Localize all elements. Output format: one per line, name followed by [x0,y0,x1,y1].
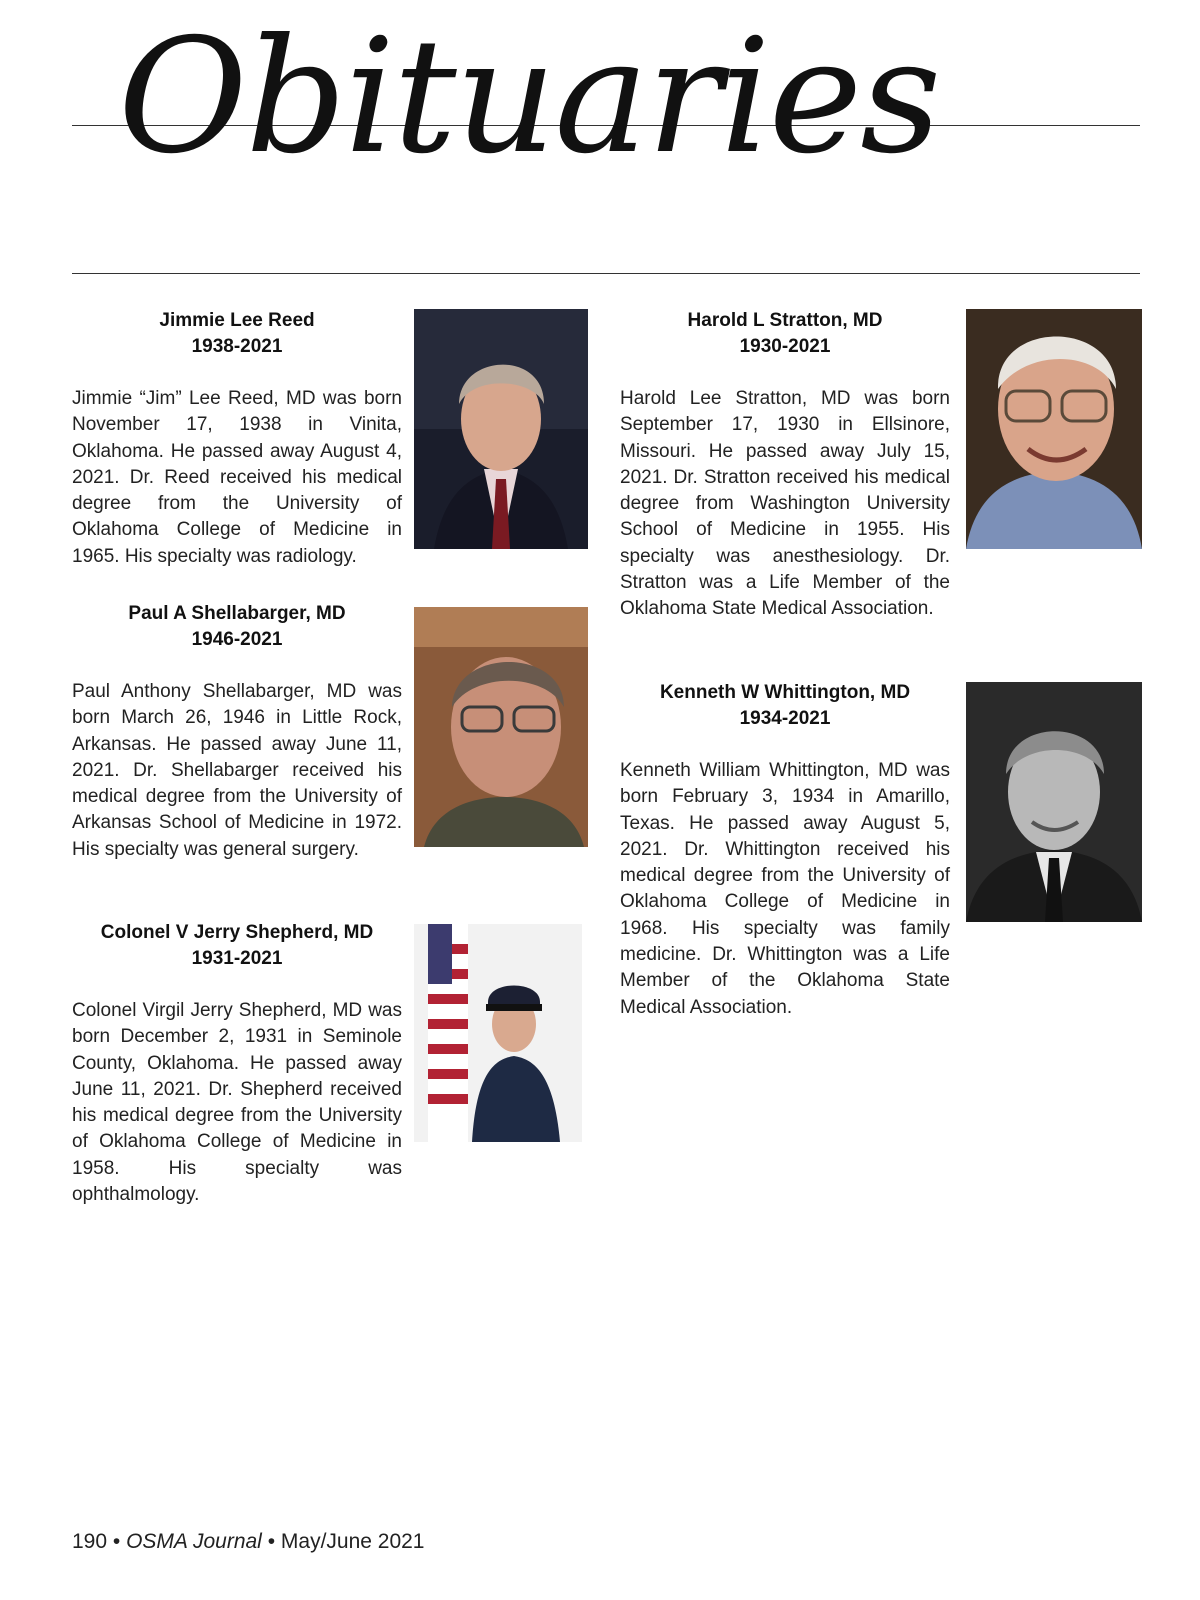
obituary-name: Jimmie Lee Reed [159,310,315,331]
obituary-entry-reed [72,308,402,570]
obituary-entry-shepherd [72,920,402,1208]
obituary-years: 1930-2021 [739,336,831,357]
obituary-text: Harold Lee Stratton, MD was born September 17, 1930 in Ellsinore, Missouri. He passed away July 15, 2021. Dr. Stratton received his medical degree from Washington University School of Medicine in 1955. His specialty was anesthesiology. Dr. Stratton was a Life Member of the Oklahoma State Medical Association. [620,388,950,620]
obituary-entry-stratton [620,308,950,623]
obituary-entry-shellabarger [72,601,402,863]
obituary-text: Paul Anthony Shellabarger, MD was born March 26, 1946 in Little Rock, Arkansas. He passed away June 11, 2021. Dr. Shellabarger received his medical degree from the University of Arkansas School of Medicine in 1972. His specialty was general surgery. [72,681,402,860]
obituary-name: Colonel V Jerry Shepherd, MD [100,922,374,943]
page-footer [72,1530,425,1554]
portrait-photo-shepherd [414,924,582,1142]
obituary-text: Kenneth William Whittington, MD was born February 3, 1934 in Amarillo, Texas. He passed away August 5, 2021. Dr. Whittington received his medical degree from the University of Oklahoma College of Medicine in 1968. His specialty was family medicine. Dr. Whittington was a Life Member of the Oklahoma State Medical Association. [620,760,950,1018]
obituary-name: Paul A Shellabarger, MD [128,603,346,624]
footer-separator: • [261,1530,281,1553]
header-bottom-rule [72,273,1140,274]
obituary-entry-whittington [620,680,950,1021]
page-number: 190 [72,1530,108,1553]
obituary-text: Colonel Virgil Jerry Shepherd, MD was born December 2, 1931 in Seminole County, Oklahoma. He passed away June 11, 2021. Dr. Shepherd received his medical degree from the University of Oklahoma College of Medicine in 1958. His specialty was ophthalmology. [72,1000,402,1206]
obituary-text: Jimmie “Jim” Lee Reed, MD was born November 17, 1938 in Vinita, Oklahoma. He passed away August 4, 2021. Dr. Reed received his medical degree from the University of Oklahoma College of Medicine in 1965. His specialty was radiology. [72,388,402,567]
footer-separator: • [107,1530,127,1553]
portrait-photo-shellabarger [414,607,588,847]
obituary-name: Harold L Stratton, MD [687,310,883,331]
portrait-photo-reed [414,309,588,549]
obituary-years: 1938-2021 [191,336,283,357]
obituary-years: 1934-2021 [739,708,831,729]
portrait-photo-stratton [966,309,1142,549]
obituary-years: 1931-2021 [191,948,283,969]
portrait-photo-whittington [966,682,1142,922]
obituary-years: 1946-2021 [191,629,283,650]
journal-name: OSMA Journal [126,1530,262,1553]
issue-date: May/June 2021 [280,1530,425,1553]
page-title: Obituaries [118,5,940,189]
obituary-name: Kenneth W Whittington, MD [659,682,911,703]
